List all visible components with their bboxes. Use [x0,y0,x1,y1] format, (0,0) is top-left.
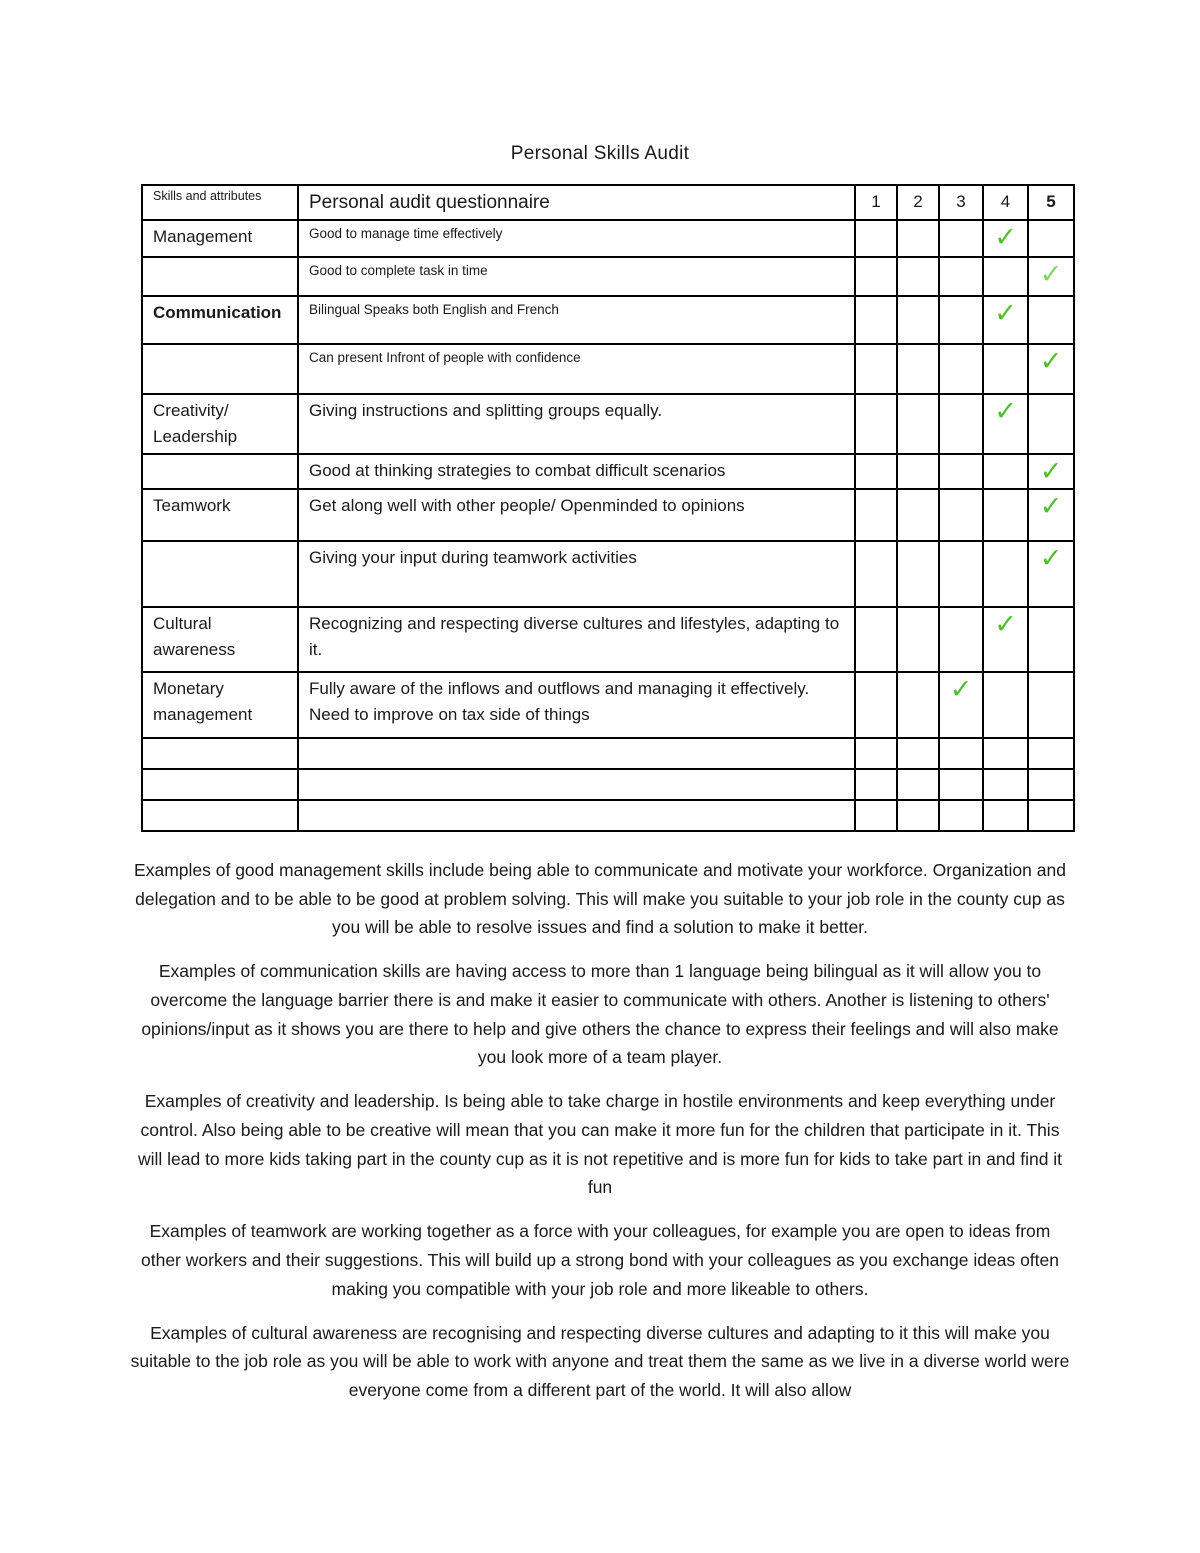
empty-cell [142,738,298,769]
empty-cell [298,738,855,769]
check-mark-icon: ✓ [994,396,1017,427]
rating-cell-3 [939,541,983,607]
empty-cell [983,800,1028,831]
question-cell: Good to manage time effectively [298,220,855,257]
rating-cell-2 [897,257,939,296]
rating-cell-2 [897,296,939,344]
table-row [142,296,1074,344]
header-questionnaire: Personal audit questionnaire [298,185,855,220]
table-row [142,344,1074,394]
check-mark-icon: ✓ [949,674,973,705]
rating-cell-5 [1028,394,1074,454]
rating-cell-5 [1028,541,1074,607]
empty-table-row [142,738,1074,769]
question-cell: Good at thinking strategies to combat difficult scenarios [298,454,855,489]
paragraph-communication: Examples of communication skills are having access to more than 1 language being bilingual as it will allow you to overcome the language barrier there is and make it easier to communicate with others. Another is listening to others' opinions/input as it shows you are there to help and give others the chance to express their feelings and will also make you look more of a team player. [141,961,1059,1068]
skill-cell [142,541,298,607]
header-skills: Skills and attributes [142,185,298,220]
rating-cell-4 [983,607,1028,672]
rating-cell-1 [855,220,897,257]
empty-cell [897,769,939,800]
rating-cell-4 [983,257,1028,296]
table-row [142,672,1074,738]
question-cell: Get along well with other people/ Openminded to opinions [298,489,855,541]
rating-cell-2 [897,541,939,607]
rating-cell-4 [983,541,1028,607]
rating-cell-3 [939,344,983,394]
empty-cell [897,738,939,769]
header-rating-3: 3 [939,185,983,220]
table-row [142,607,1074,672]
empty-table-row [142,769,1074,800]
rating-cell-1 [855,489,897,541]
empty-cell [983,769,1028,800]
skill-cell: Creativity/ Leadership [142,394,298,454]
rating-cell-5 [1028,257,1074,296]
table-row [142,489,1074,541]
rating-cell-2 [897,489,939,541]
rating-cell-4 [983,489,1028,541]
skill-cell [142,454,298,489]
empty-table-row [142,800,1074,831]
rating-cell-4 [983,220,1028,257]
rating-cell-2 [897,394,939,454]
rating-cell-4 [983,454,1028,489]
rating-cell-5 [1028,607,1074,672]
rating-cell-3 [939,454,983,489]
empty-cell [855,800,897,831]
table-row [142,394,1074,454]
rating-cell-3 [939,607,983,672]
rating-cell-3 [939,394,983,454]
empty-cell [939,769,983,800]
table-row [142,454,1074,489]
question-cell: Giving instructions and splitting groups equally. [298,394,855,454]
check-mark-icon: ✓ [1039,456,1063,487]
empty-cell [897,800,939,831]
rating-cell-3 [939,296,983,344]
skill-cell: Communication [142,296,298,344]
rating-cell-3 [939,489,983,541]
rating-cell-3 [939,672,983,738]
rating-cell-1 [855,344,897,394]
header-rating-2: 2 [897,185,939,220]
table-row [142,541,1074,607]
check-mark-icon: ✓ [994,609,1017,640]
skill-cell: Monetary management [142,672,298,738]
rating-cell-5 [1028,672,1074,738]
paragraph-cultural-awareness: Examples of cultural awareness are recognising and respecting diverse cultures and adapting to it this will make you suitable to the job role as you will be able to work with anyone and treat them the same as we live in a diverse world were everyone come from a different part of the world. It will also allow [130,1322,1070,1400]
table-row [142,220,1074,257]
rating-cell-1 [855,541,897,607]
rating-cell-5 [1028,344,1074,394]
empty-cell [939,738,983,769]
check-mark-icon: ✓ [1039,491,1063,522]
rating-cell-4 [983,672,1028,738]
rating-cell-3 [939,257,983,296]
check-mark-icon: ✓ [1039,346,1063,377]
rating-cell-2 [897,672,939,738]
question-cell: Bilingual Speaks both English and French [298,296,855,344]
rating-cell-2 [897,220,939,257]
table-row [142,257,1074,296]
page-title: Personal Skills Audit [510,143,690,164]
rating-cell-1 [855,607,897,672]
rating-cell-3 [939,220,983,257]
rating-cell-1 [855,394,897,454]
empty-cell [298,769,855,800]
rating-cell-1 [855,296,897,344]
question-cell: Giving your input during teamwork activities [298,541,855,607]
skill-cell: Teamwork [142,489,298,541]
check-mark-icon: ✓ [994,298,1017,329]
question-cell: Fully aware of the inflows and outflows and managing it effectively. Need to improve on tax side of things [298,672,855,738]
paragraph-teamwork: Examples of teamwork are working together as a force with your colleagues, for example you are open to ideas from other workers and their suggestions. This will build up a strong bond with your colleagues as you exchange ideas often making you compatible with your job role and more likeable to others. [141,1221,1059,1299]
paragraph-creativity: Examples of creativity and leadership. Is being able to take charge in hostile environments and keep everything under control. Also being able to be creative will mean that you can make it more fun for the children that participate in it. This will lead to more kids taking part in the county cup as it is not repetitive and is more fun for kids to take part in and find it fun [137,1091,1063,1198]
rating-cell-2 [897,454,939,489]
empty-cell [1028,769,1074,800]
header-rating-4: 4 [983,185,1028,220]
check-mark-icon: ✓ [1039,543,1063,574]
question-cell: Can present Infront of people with confidence [298,344,855,394]
skills-audit-table [141,184,1075,832]
rating-cell-1 [855,454,897,489]
body-text [130,856,1070,1420]
empty-cell [142,800,298,831]
empty-cell [855,769,897,800]
table-header-row [142,185,1074,220]
rating-cell-1 [855,257,897,296]
empty-cell [1028,738,1074,769]
skill-cell [142,344,298,394]
header-rating-5: 5 [1028,185,1074,220]
question-cell: Good to complete task in time [298,257,855,296]
empty-cell [1028,800,1074,831]
check-mark-icon: ✓ [1039,259,1063,290]
rating-cell-5 [1028,220,1074,257]
rating-cell-5 [1028,296,1074,344]
header-rating-1: 1 [855,185,897,220]
empty-cell [142,769,298,800]
empty-cell [983,738,1028,769]
empty-cell [855,738,897,769]
empty-cell [298,800,855,831]
check-mark-icon: ✓ [994,222,1017,253]
rating-cell-2 [897,607,939,672]
paragraph-management: Examples of good management skills include being able to communicate and motivate your workforce. Organization and delegation and to be able to be good at problem solving. This will make you suitable to your job role in the county cup as you will be able to resolve issues and find a solution to make it better. [134,860,1066,938]
rating-cell-4 [983,344,1028,394]
skill-cell: Cultural awareness [142,607,298,672]
rating-cell-5 [1028,489,1074,541]
skill-cell [142,257,298,296]
skill-cell: Management [142,220,298,257]
rating-cell-5 [1028,454,1074,489]
rating-cell-4 [983,394,1028,454]
question-cell: Recognizing and respecting diverse cultures and lifestyles, adapting to it. [298,607,855,672]
rating-cell-4 [983,296,1028,344]
empty-cell [939,800,983,831]
rating-cell-1 [855,672,897,738]
rating-cell-2 [897,344,939,394]
